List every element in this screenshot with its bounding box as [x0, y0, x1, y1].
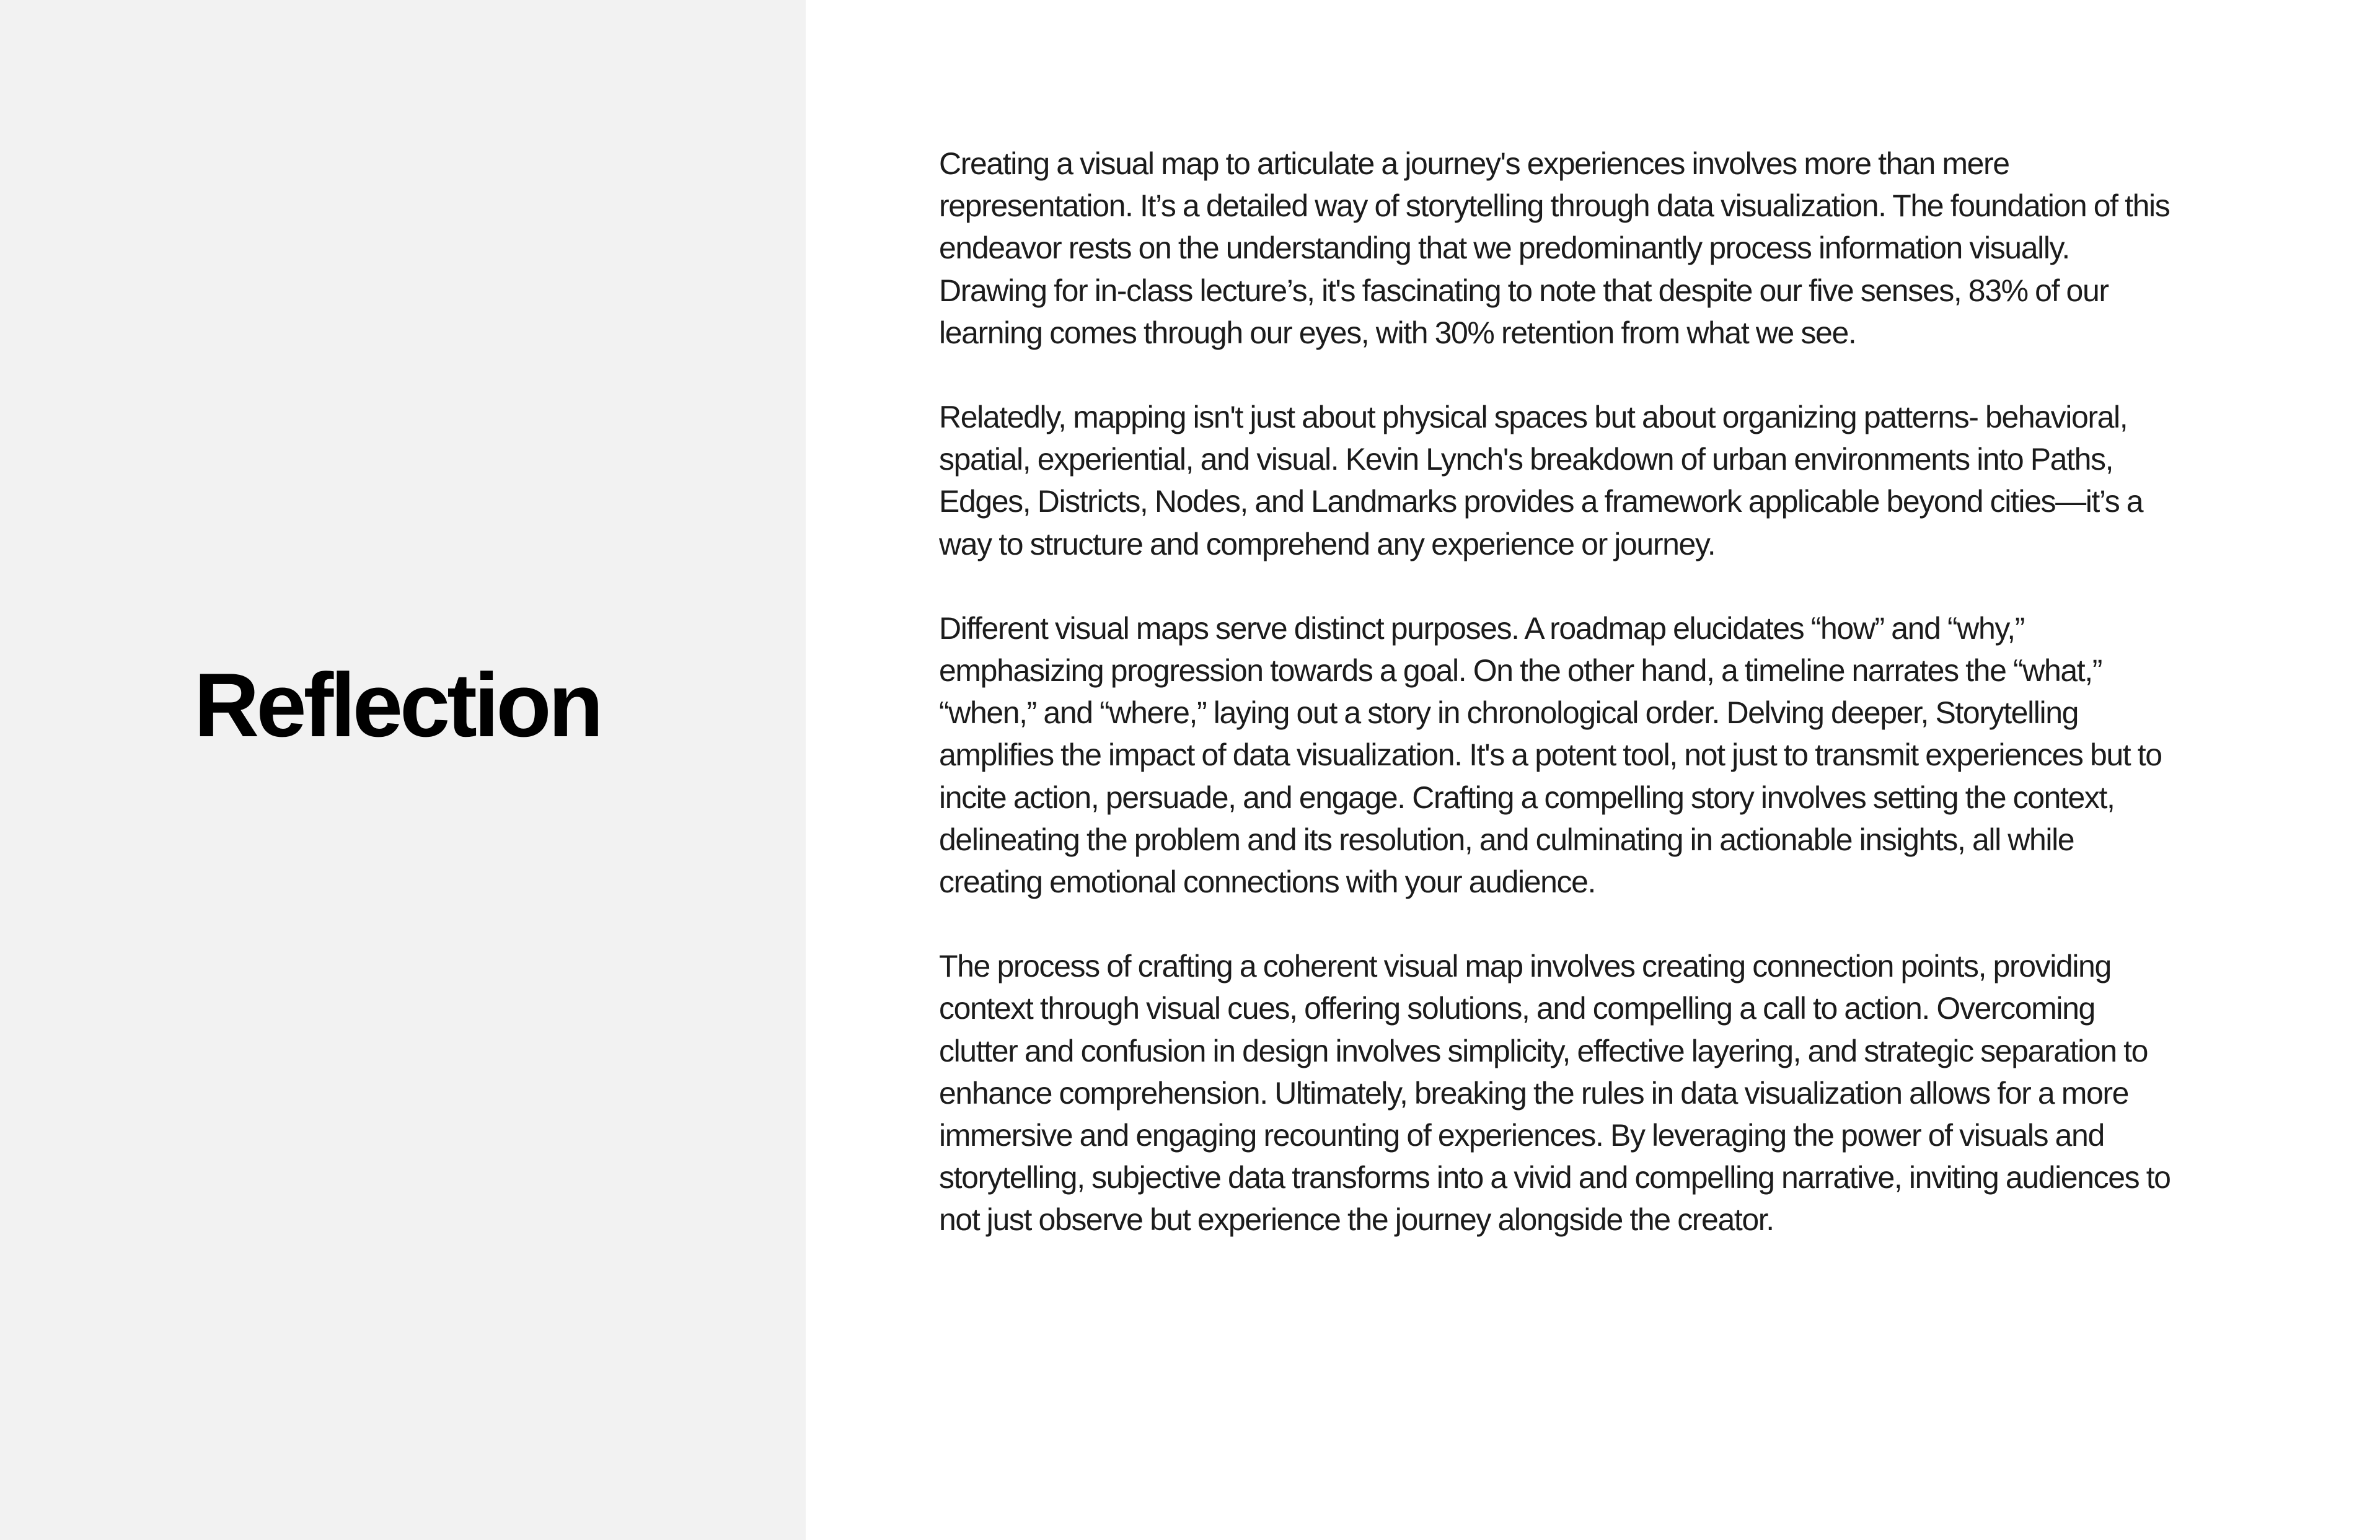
- body-text: [939, 143, 2172, 1283]
- content-panel: [806, 0, 2380, 1540]
- section-title: Reflection: [194, 654, 601, 755]
- paragraph-1: Creating a visual map to articulate a journey's experiences involves more than mere representation. It’s a detailed way of storytelling through data visualization. The foundation of this endeavor rests on the understanding that we predominantly process information visually. Drawing for in-class lecture’s, it's fascinating to note that despite our five senses, 83% of our learning comes through our eyes, with 30% retention from what we see.: [939, 146, 2170, 350]
- title-panel: [0, 0, 806, 1540]
- paragraph-4: The process of crafting a coherent visual map involves creating connection points, providing context through visual cues, offering solutions, and compelling a call to action. Overcoming clutter and confusion in design involves simplicity, effective layering, and strategic separation to enhance comprehension. Ultimately, breaking the rules in data visualization allows for a more immersive and engaging recounting of experiences. By leveraging the power of visuals and storytelling, subjective data transforms into a vivid and compelling narrative, inviting audiences to not just observe but experience the journey alongside the creator.: [939, 949, 2171, 1238]
- paragraph-2: Relatedly, mapping isn't just about physical spaces but about organizing patterns- behavioral, spatial, experiential, and visual. Kevin Lynch's breakdown of urban environments into Paths, Edges, Districts, Nodes, and Landmarks provides a framework applicable beyond cities—it’s a way to structure and comprehend any experience or journey.: [939, 400, 2143, 561]
- paragraph-3: Different visual maps serve distinct purposes. A roadmap elucidates “how” and “why,” emphasizing progression towards a goal. On the other hand, a timeline narrates the “what,” “when,” and “where,” laying out a story in chronological order. Delving deeper, Storytelling amplifies the impact of data visualization. It's a potent tool, not just to transmit experiences but to incite action, persuade, and engage. Crafting a compelling story involves setting the context, delineating the problem and its resolution, and culminating in actionable insights, all while creating emotional connections with your audience.: [939, 610, 2162, 900]
